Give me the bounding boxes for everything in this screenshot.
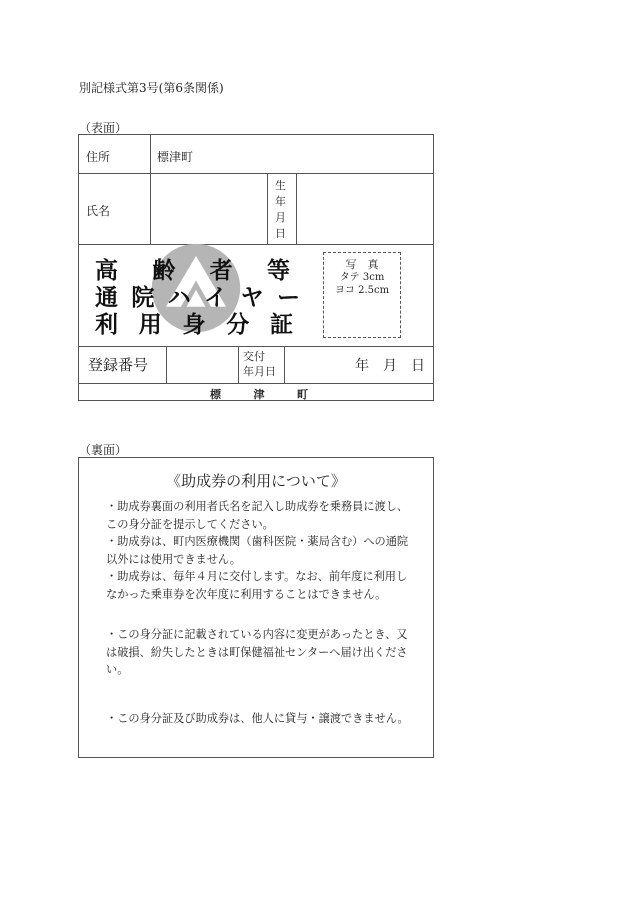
notice-paragraph bbox=[106, 710, 409, 728]
notice-paragraph bbox=[106, 498, 409, 604]
form-reference: 別記様式第3号(第6条関係) bbox=[79, 81, 224, 95]
photo-label: 写 真 bbox=[345, 258, 379, 271]
row-divider bbox=[79, 173, 433, 174]
id-card-back bbox=[78, 457, 434, 758]
notice-item-1: ・助成券裏面の利用者氏名を記入し助成券を乗務員に渡し、この身分証を提示してください。 bbox=[106, 500, 409, 531]
photo-placeholder bbox=[323, 252, 401, 338]
issuer-footer: 標 津 町 bbox=[210, 388, 308, 401]
issue-date-value: 年 月 日 bbox=[355, 358, 425, 374]
column-divider bbox=[150, 135, 151, 173]
title-line-1: 高 齢 者 等 bbox=[95, 258, 290, 284]
title-line-2: 通 院 ハ イ ヤ ー bbox=[95, 285, 300, 311]
address-value: 標津町 bbox=[157, 150, 194, 164]
column-divider bbox=[296, 173, 297, 244]
column-divider bbox=[150, 173, 151, 244]
column-divider bbox=[238, 346, 239, 383]
birthdate-label: 生 年 月 日 bbox=[275, 179, 286, 240]
address-label: 住所 bbox=[86, 150, 111, 164]
back-side-label: （裏面） bbox=[79, 443, 128, 457]
column-divider bbox=[284, 346, 285, 383]
id-card-front bbox=[78, 134, 434, 401]
notice-item-3: ・助成券は、毎年４月に交付します。なお、前年度に利用しなかった乗車券を次年度に利用することはできません。 bbox=[106, 570, 408, 601]
back-title: 《助成券の利用について》 bbox=[166, 472, 346, 490]
front-side-label: （表面） bbox=[79, 121, 128, 135]
photo-height: タテ 3cm bbox=[339, 272, 385, 283]
notice-item-4: ・この身分証に記載されている内容に変更があったとき、又は破損、紛失したときは町保健福祉センターへ届け出ください。 bbox=[106, 628, 408, 677]
row-divider bbox=[79, 244, 433, 245]
title-line-3: 利 用 身 分 証 bbox=[95, 312, 293, 338]
column-divider bbox=[267, 173, 268, 244]
row-divider bbox=[79, 346, 433, 347]
registration-number-label: 登録番号 bbox=[88, 356, 149, 374]
photo-width: ヨコ 2.5cm bbox=[334, 285, 390, 296]
notice-item-5: ・この身分証及び助成券は、他人に貸与・譲渡できません。 bbox=[106, 712, 409, 725]
notice-item-2: ・助成券は、町内医療機関（歯科医院・薬局含む）への通院以外には使用できません。 bbox=[106, 535, 409, 566]
issue-date-label: 交付 年月日 bbox=[243, 350, 276, 378]
name-label: 氏名 bbox=[86, 204, 111, 218]
notice-paragraph bbox=[106, 626, 409, 679]
column-divider bbox=[166, 346, 167, 383]
row-divider bbox=[79, 383, 433, 384]
